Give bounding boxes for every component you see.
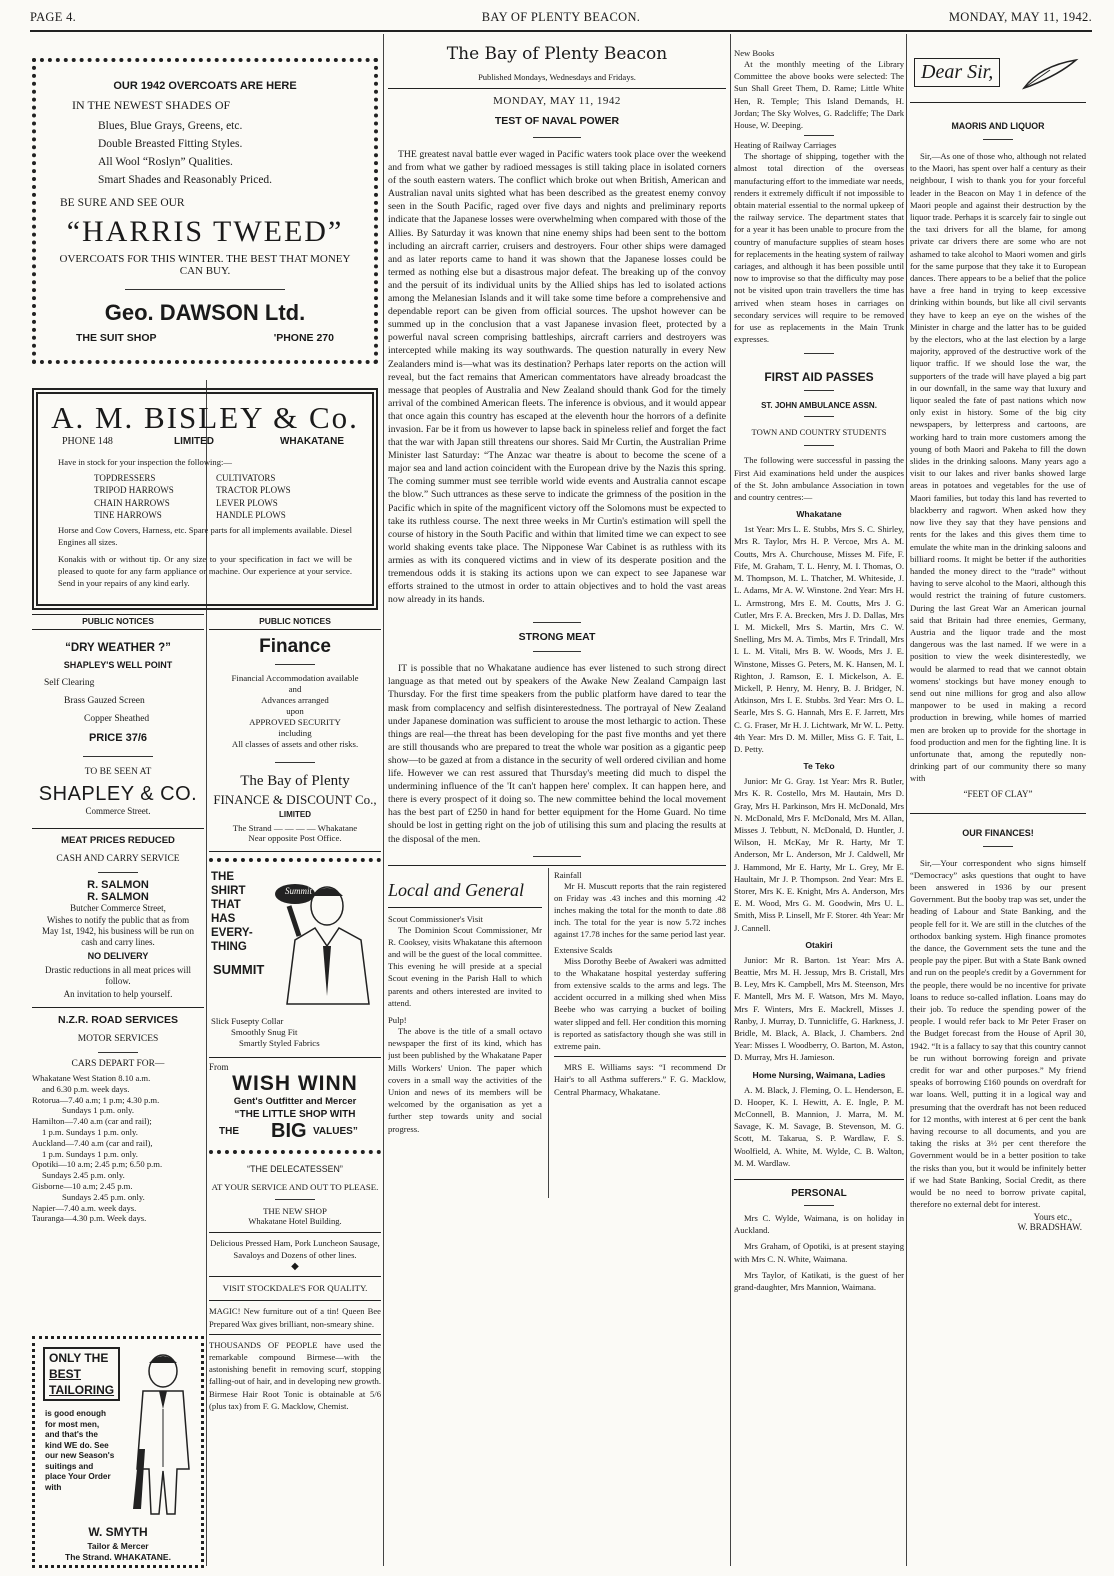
bisley-item: CHAIN HARROWS	[94, 497, 170, 508]
nzr-line: Gisborne—10 a.m; 2.45 p.m.	[32, 1180, 133, 1191]
editorial-text: THE greatest naval battle ever waged in Pacific waters took place over the weekend and from what we gather by radioed messages is still taking place in isolated corners of the south eastern waters. The conflict which broke out when British, American and Australian naval units sighted what has been described as the greatest enemy convoy seen in the South Pacific, raged over five days and nights and preliminary reports indicate that the Japanese losses were overwhelming when compared with those of the Allies. By Saturday it was known that nine enemy ships had been sent to the bottom including an aircraft carrier, cruisers and destroyers. Four other ships were damaged and as later reports came to hand it was shown that the Japanese losses could be termed as nothing else but a disastrous major defeat. The breaking up of the convoy and the persuit of its individual units by the Allied ships has led to isolated actions among the Melanesian Islands and it will take some time before a comprehensive and dependable report can be given from official sources. The upshot however can be summed up in the conclusion that a vast Japanese invasion fleet, protected by a powerful naval screen comprising battleships, aircraft carriers and destroyers was intercepted while making its way southwards. The question naturally in every New Zealanders mind is—what was its destination? Perhaps later reports on the action will reveal, but the fact remains that American commentators have already broadcast the message that peoples of Australia and New Zealand should thank God for the timely arrival of the combined American fleets. The inference is obvious, and it would appear that once again this country has escaped at the eleventh hour the horrors of a definite invasion. Far be it from us however to lapse back in spineless relief and forget the fact that the war with Japan still threatens our shores. Said Mr Curtin, the Australian Prime Minister last Saturday: “The Anzac war theatre is about to become the scene of a major sea and land action coincident with the European drive by the Nazis this spring. The coming summer must see terrible world wide events and Australia cannot escape the blow.” Such uttrances as these serve to indicate the grimness of the position in the Pacific which in spite of the magnificent victory off the Solomons must be expected to take its ruthless course. The next three weeks in Mr Curtin's estimation will spell the course of history in the South Pacific and within that limited time we can expect to see world shaking events take place. The Nipponese War Cabinet is as ruthless with its armies as with its conquered victims and in view of its desperate position and the tremendous odds it is staking its actions upon we can expect to see Japanese war efforts strained to the utmost in order to attain objectives and to hold the vast areas now already in its hands.	[388, 149, 726, 606]
summit-word: THAT	[211, 899, 241, 911]
masthead: The Bay of Plenty Beacon	[446, 44, 668, 64]
smyth-best: BEST	[49, 1367, 82, 1381]
deli-service: AT YOUR SERVICE AND OUT TO PLEASE.	[211, 1182, 379, 1192]
letter-title-2: OUR FINANCES!	[962, 827, 1034, 838]
finance-limited: LIMITED	[279, 810, 311, 819]
masthead-pub: Published Mondays, Wednesdays and Fridays.	[478, 72, 636, 82]
first-aid-intro: The following were successful in passing the First Aid examinations held under the auspices of the St. John ambulance Association in town and country centres:—	[734, 455, 904, 503]
meat-butcher: Butcher Commerce Street,	[70, 903, 166, 913]
letter-signature-2: W. BRADSHAW.	[1017, 1222, 1082, 1233]
nzr-motor: MOTOR SERVICES	[77, 1034, 159, 1044]
bisley-item: CULTIVATORS	[216, 473, 276, 484]
notice-street: Commerce Street.	[85, 806, 151, 816]
wish-values: VALUES”	[313, 1126, 358, 1137]
finance-line: APPROVED SECURITY	[249, 717, 341, 727]
editorial-title: TEST OF NAVAL POWER	[494, 115, 620, 127]
ad-overcoats: OVERCOATS FOR THIS WINTER. THE BEST THAT MONEY CAN BUY.	[59, 253, 351, 277]
local-heading: Extensive Scalds	[554, 944, 613, 955]
letter-text-2: Sir,—Your correspondent who signs himself “Democracy” asks questions that ought to have been answered in 1936 by our present Government. But the booby trap was set, under the heading of Labour and State Banking, and the people fell for it. We are still in the clutches of the orthodox banking system. High finance promotes the dance, the Government sets the tune and the people pay the piper. But with a State Bank owned and run on the people's credit by a Government for the people, there would be no incentive for private loans to reduce so-called inflation. Loans may do their job. To reduce the spending power of the people. I would refer back to Mr Peter Fraser on the Budget forecast from the House of April 30, 1942. “It is a fallacy to say that this country cannot be run without borrowing foreign and private credit for war and other purposes.” My friend speaks of borrowing £160 pounds on overdraft for war loans. Well, putting it in a logical way and presuming that the overdraft has not been reduced for 12 months, with interest at 6 per cent the bank having recourse to all documents, and you are taking the risks at 3½ per cent therefore the Government would be in a better position to take the risks than you, but it would be infinitely better if we had State Banking, Social Credit, as there would be no need to borrow private capital, therefore no external debt for interest.	[910, 857, 1086, 1210]
wish-shop: “THE LITTLE SHOP WITH	[234, 1109, 356, 1120]
nzr-line: Sundays 2.45 p.m. only.	[42, 1170, 125, 1181]
asthma-ad: MRS E. Williams says: “I recommend Dr Hair's to all Asthma sufferers.” F. G. Macklow, Central Pharmacy, Whakatane.	[554, 1062, 726, 1097]
nzr-schedule	[32, 1073, 204, 1224]
birmese-ad: THOUSANDS OF PEOPLE have used the remarkable compound Birmese—with the astonishing benefit in removing scurf, stopping falling-out of hair, and in developing new growth. Birmese Hair Root Tonic is obtainable at 5/6 (plus tax) from F. G. Macklow, Chemist.	[209, 1339, 381, 1411]
ad-shop: THE SUIT SHOP	[76, 332, 157, 344]
ad-items	[98, 117, 374, 189]
deli-hotel: Whakatane Hotel Building.	[248, 1216, 342, 1226]
smyth-ad	[32, 1336, 204, 1568]
summit-line: Smartly Styled Fabrics	[239, 1038, 320, 1048]
ad-sub: IN THE NEWEST SHADES OF	[72, 98, 231, 112]
nzr-line: Napier—7.40 a.m. week days.	[32, 1202, 137, 1213]
first-aid-title: FIRST AID PASSES	[764, 370, 874, 385]
masthead-date: MONDAY, MAY 11, 1942	[493, 95, 621, 107]
bisley-phone: PHONE 148	[62, 436, 113, 447]
summit-ad	[209, 858, 381, 1012]
bisley-list-right	[216, 472, 291, 521]
section-label: PUBLIC NOTICES	[259, 616, 331, 626]
bisley-name: A. M. BISLEY & Co.	[51, 400, 359, 435]
dear-sir-text: Dear Sir,	[914, 58, 1000, 87]
nzr-line: Whakatane West Station 8.10 a.m.	[32, 1073, 151, 1083]
finance-line: Advances arranged	[261, 695, 329, 705]
meat-drastic: Drastic reductions in all meat prices will follow.	[45, 965, 191, 986]
section-label: PUBLIC NOTICES	[82, 616, 154, 626]
meat-title: MEAT PRICES REDUCED	[61, 835, 175, 846]
local-text: Miss Dorothy Beebe of Awakeri was admitted to the Whakatane hospital yesterday suffering from extensive scalds to the arms and legs. The accident occurred in a milking shed when Miss Beebe who was carrying a bucket of boiling water slipped and fell. Her condition this morning is reported as satisfactory though she was still in extreme pain.	[554, 955, 726, 1052]
bisley-item: LEVER PLOWS	[216, 497, 278, 508]
books-text: At the monthly meeting of the Library Committee the above books were selected: The Sun Shall Greet Them, D. Rame; Little White Hen, R. Temple; This Island Demands, H. Jordan; The Sky Wolves, G. Radcliffe; The Dark House, W. Deeping.	[734, 59, 904, 131]
notice-price: PRICE 37/6	[88, 732, 148, 744]
bisley-stock: Have in stock for your inspection the following:—	[58, 457, 232, 467]
magic-ad: MAGIC! New furniture out of a tin! Queen Bee Prepared Wax gives brilliant, non-smeary shine.	[209, 1306, 381, 1329]
section-heading: New Books	[734, 48, 775, 58]
personal-item: Mrs Taylor, of Katikati, is the guest of her grand-daughter, Mrs Mannion, Waimana.	[734, 1269, 904, 1293]
nzr-line: 1 p.m. Sundays 1 p.m. only.	[42, 1126, 138, 1137]
notice-seen: TO BE SEEN AT	[84, 767, 152, 777]
ad-item: Blues, Blue Grays, Greens, etc.	[98, 120, 243, 132]
bisley-ad	[32, 388, 378, 610]
first-aid-list: 1st Year: Mrs L. E. Stubbs, Mrs S. C. Shirley, Mrs R. Taylor, Mrs H. P. Vercoe, Mrs A. M. Coutts, Mrs A. Churchouse, Misses M. Fife, F. Fife, M. Graham, T. L. Henry, M. I. Thomas, O. M. Thompson, M. L. Thatcher, M. Whiteside, J. L. Adams, Mr A. W. Winstone. 2nd Year: Mrs H. L. Armstrong, Mrs E. M. Coutts, Mrs J. G. Cutler, Mrs F. A. Brecken, Mrs J. D. Dallas, Mrs I. M. Mickell, Mrs S. Martin, Mrs C. W. Snelling, Mrs M. A. Timbs, Mrs F. Trindall, Mrs I. L. M. Vitali, Mrs B. W. Woods, Mrs J. E. Winstone, Misses G. Peters, M. K. Hansen, M. I. Righton, J. Ramson, E. I. Mickelson, A. E. Mickell, P. Henry, M. Henry, B. J. Bridger, N. Atkinson, Mrs I. E. Stubbs. 3rd Year: Mrs O. L. Searle, Mrs S. G. Hannah, Mrs E. F. Jarrett, Mrs C. G. Fraser, Mr H. J. Lichtwark, Mr W. L. Petty. 4th Year: Mrs D. M. Miller, Miss G. F. Tait, L. D. Petty.	[734, 524, 904, 754]
notice-line: Self Clearing	[44, 678, 95, 688]
finance-line: including	[278, 728, 312, 738]
notice-sub: SHAPLEY'S WELL POINT	[63, 660, 173, 670]
dear-sir-banner	[910, 48, 1086, 98]
bisley-item: TRACTOR PLOWS	[216, 485, 291, 496]
finance-firm2: FINANCE & DISCOUNT Co.,	[213, 792, 377, 807]
local-text: The Dominion Scout Commissioner, Mr R. Cooksey, visits Whakatane this afternoon and will be the guest of the local committee. This evening he will preside at a special Scout evening in the Parish Hall to which parents and others interested are invited to attend.	[388, 924, 542, 1008]
summit-word: THING	[211, 941, 247, 953]
nzr-line: Tauranga—4.30 p.m. Week days.	[32, 1213, 147, 1224]
wish-the: THE	[219, 1126, 239, 1137]
page-date: MONDAY, MAY 11, 1942.	[948, 10, 1092, 24]
page-number: PAGE 4.	[30, 10, 77, 24]
summit-word: EVERY-	[211, 927, 253, 939]
first-aid-list: A. M. Black, J. Fleming, O. L. Henderson, E. D. Hooper, K. I. Hewitt, A. E. Ingle, P. M. McConnell, B. Mannion, J. Marra, M. M. Savage, K. M. Savage, B. Stevenson, M. G. Scott, M. Takarua, S. P. Wardlaw, F. S. Woolfield, A. White, M. Wylde, C. B. Walton, M. M. Wardlaw.	[734, 1084, 904, 1168]
wish-name: WISH WINN	[232, 1072, 358, 1095]
ad-phone: 'PHONE 270	[273, 332, 334, 344]
letter-title: MAORIS AND LIQUOR	[951, 121, 1045, 131]
summit-word: HAS	[211, 913, 236, 925]
letter-text: Sir,—As one of those who, although not related to the Maori, has spent over half a century as their neighbour, I wish to thank you for your forceful leader in the Beacon on May 1 in defence of the Maori people and against their destruction by the liquor trade. Perhaps it is scarcely fair to single out the taxi drivers for all the blame, for among private car drivers there are some who are not ashamed to take alcohol to Maori women and girls for the same purpose that they take it to European dances. There appears to be a belief that the police have a free hand in trying to keep excessive drinking within bounds, but like all civil servants they have to keep an eye on the wishes of the Minister in charge and the latter has to be guided by the electors, who at the last election by a large majority, approved of the destructive work of the liquor traffic. If we should lose the war, the supporters of the trade will have played a big part in our downfall, in the same way that luxury and liquor sealed the fate of past nations which now only exist in history. Some of the big city newspapers, by letterpress and cartoons, are working hard to train more customers among the young of both Maori and Pakeha to fill the down slides in the drinking saloons. Many years ago a visit to our lakes and river banks showed large areas in potatoes and vegetables for the use of Maori families, but today this land has reverted to blackberry and ragwort. When asked how they now live they say that they have pensions and rents for the lakes and this gives them time to emulate the white man in the drinking saloons and billiard rooms. It might be better if the authorities handed the money direct to the “trade” without having to serve alcohol to the Maori, although this would restrict the training of future customers. During the last Great War an American journal said that Britain had three enemies, Germany, Austria and the liquor trade and the most dangerous was the last named. If we were in a position to view the week disinterestedly, we would be alarmed to read that we cannot obtain womens' stockings but have money enough to send out nine millions for grog and also allow manpower to be used in making a record production in brewing, while homes of married men are broken up to provide for the shortage in food production and men for the fighting line. It is unfortunate that, among the reputedly non-drinking part of our community there so many with	[910, 151, 1086, 784]
first-aid-centre: Otakiri	[805, 939, 833, 950]
dawson-ad	[32, 58, 378, 364]
bisley-item: HANDLE PLOWS	[216, 509, 286, 520]
column-divider	[383, 34, 384, 1566]
notice-title: “DRY WEATHER ?”	[65, 642, 171, 654]
bisley-item: TRIPOD HARROWS	[94, 485, 174, 496]
local-heading: Pulp!	[388, 1015, 407, 1026]
finance-line: Financial Accommodation available	[231, 673, 359, 683]
ad-see: BE SURE AND SEE OUR	[60, 197, 185, 209]
heating-text: The shortage of shipping, together with the almost total direction of the overseas manufacturing effort to the immediate war needs, renders it extremely difficult if not impossible to obtain material essential to the normal upkeep of the railway service. The department states that for a year it has been unable to procure from the country of manufacture supplies of steam hoses for replacements in the heating system of railway cariages, and although it has been possible until now to improvise so that the difficulty may pose not be visited upon train travellers the time has arrived when steam hoses in carriages on secondary services will require to be removed for use as replacements in the Main Trunk expresses.	[734, 151, 904, 345]
meat-name: R. SALMON	[87, 891, 149, 903]
bisley-limited: LIMITED	[174, 436, 214, 447]
header-rule	[30, 30, 1092, 32]
ad-tweed: “HARRIS TWEED”	[66, 215, 344, 248]
meat-text: Wishes to notify the public that as from May 1st, 1942, his business will be run on cash and carry lines.	[42, 915, 194, 947]
first-aid-town: TOWN AND COUNTRY STUDENTS	[751, 427, 887, 438]
local-heading: Scout Commissioner's Visit	[388, 913, 483, 924]
column-divider	[730, 34, 731, 1566]
wish-sub: Gent's Outfitter and Mercer	[233, 1096, 357, 1107]
first-aid-list: Junior: Mr G. Gray. 1st Year: Mrs R. Butler, Mrs K. R. Costello, Mrs M. Hautain, Mrs D. Gray, Mrs H. Parkinson, Mrs H. McDonald, Mrs N. McDonald, Mrs F. McDonald, Mrs M. Allan, Misses J. Tebbutt, N. McDonald, D. Huntler, J. Wilson, H. McKay, Mr R. Harty, Mr T. Anderson, Mr L. Anderson, Mr J. Caldwell, Mr J. Hammond, Mr E. Harty, Mr L. Grey, Mr E. Haultain, Mr J. P. Thompson. 2nd Year: Mrs E. Storer, Mrs K. E. Knight, Mrs A. Anderson, Mrs E. M. Wood, Mrs G. M. Goodwin, Mrs U. L. Smith, Miss P. Linsell, Mr F. Storer. 4th Year: Mr J. Cannell.	[734, 776, 904, 933]
summit-word: SHIRT	[211, 885, 246, 897]
meat-cash: CASH AND CARRY SERVICE	[56, 854, 180, 864]
smyth-address: The Strand. WHAKATANE.	[65, 1552, 171, 1562]
finance-line: upon	[286, 706, 304, 716]
letter-signature: “FEET OF CLAY”	[963, 788, 1033, 799]
nzr-line: Opotiki—10 a.m; 2.45 p.m; 6.50 p.m.	[32, 1159, 163, 1170]
bisley-item: TINE HARROWS	[94, 509, 162, 520]
bisley-town: WHAKATANE	[279, 436, 344, 447]
ad-title: OUR 1942 OVERCOATS ARE HERE	[113, 80, 297, 92]
column-divider	[906, 34, 907, 1566]
column-5-letters	[910, 48, 1086, 1568]
personal-title: PERSONAL	[791, 1188, 847, 1200]
ad-firm-name: Geo. DAWSON Ltd.	[104, 300, 306, 325]
nzr-line: Sundays 1 p.m. only.	[62, 1105, 135, 1116]
summit-brand: SUMMIT	[213, 962, 265, 977]
summit-line: Slick Fusepty Collar	[211, 1016, 284, 1026]
nzr-line: 1 p.m. Sundays 1 p.m. only.	[42, 1148, 138, 1159]
first-aid-centre: Home Nursing, Waimana, Ladies	[752, 1069, 886, 1080]
local-text: The above is the title of a small octavo newspaper the first of its kind, which has just been published by the Whakatane Paper Mills Workers' Union. The paper which covers in a small way the activities of the Union and news of its members will be welcomed by the organisation as yet a further step towards unity and social progress.	[388, 1026, 542, 1134]
wish-big: BIG	[271, 1120, 307, 1142]
ad-item: All Wool “Roslyn” Qualities.	[98, 156, 233, 168]
first-aid-centre: Whakatane	[796, 509, 842, 520]
meat-invitation: An invitation to help yourself.	[63, 989, 173, 999]
letter-closing: Yours etc.,	[1033, 1212, 1072, 1223]
deli-title: “THE DELECATESSEN”	[247, 1164, 343, 1174]
first-aid-centre: Te Teko	[803, 761, 835, 772]
summit-logo: Summit	[285, 886, 312, 896]
deli-text: Delicious Pressed Ham, Pork Luncheon Sausage, Savaloys and Dozens of other lines.	[210, 1238, 380, 1261]
page-header	[30, 10, 1092, 28]
editorial-column	[388, 44, 726, 1569]
notice-line: Brass Gauzed Screen	[64, 696, 145, 706]
paper-name: BAY OF PLENTY BEACON.	[481, 10, 641, 24]
deli-new: THE NEW SHOP	[263, 1206, 327, 1216]
ad-item: Smart Shades and Reasonably Priced.	[98, 174, 273, 186]
local-text: Mr H. Muscutt reports that the rain registered on Friday was .43 inches and this morning .42 inches making the total for the month to date .88 inch. The total for the year is now 5.72 inches against 17.78 inches for the same period last year.	[554, 880, 726, 940]
first-aid-assn: ST. JOHN AMBULANCE ASSN.	[761, 401, 877, 411]
smyth-name: W. SMYTH	[88, 1525, 148, 1539]
bisley-text: Konakis with or without tip. Or any size to your specification in fact we will be pleased to quote for any farm appliance or machine. Our experience at your service. Send in your repairs of any kind early.	[58, 553, 352, 589]
notice-firm: SHAPLEY & CO.	[38, 783, 198, 805]
editorial-text-2: IT is possible that no Whakatane audience has ever listened to such strong direct language as that meted out by speakers of the Awake New Zealand Campaign last Thursday. For the first time speakers from the public platform have dared to tear the mask from complacency and selfish disinterestedness. The portrayal of New Zealand under Japanese domination was sufficient to arouse the most lethargic to action. These things are real—the threat has been developing for the past five months and yet there are still thousands who are prepared to treat the whole war position as a gigantic peep show—to be gazed at from a distance in the security of well ordered civilian and home life. However we can rest assured that Thursday's meeting did much to dispel the undermining influence of the 'It can't happen here' complex. It can happen here, and there is every prospect of it doing so. The new committee behind the local movement has the best part of £250 in hand for better equipment for the Home Guard. No time should be lost in getting right on the job of utilising this sum and placing the results at the disposal of the men.	[388, 663, 726, 845]
smyth-trade: Tailor & Mercer	[87, 1541, 149, 1551]
nzr-title: N.Z.R. ROAD SERVICES	[58, 1014, 178, 1026]
finance-line: All classes of assets and other risks.	[231, 739, 359, 749]
bisley-item: TOPDRESSERS	[94, 473, 156, 484]
personal-item: Mrs C. Wylde, Waimana, is on holiday in Auckland.	[734, 1213, 904, 1236]
deli-visit: VISIT STOCKDALE'S FOR QUALITY.	[222, 1283, 368, 1294]
local-general-title: Local and General	[388, 879, 524, 900]
nzr-line: Sundays 2.45 p.m. only.	[62, 1191, 145, 1202]
column-4	[734, 48, 904, 1568]
personal-item: Mrs Graham, of Opotiki, is at present staying with Mrs C. N. White, Waimana.	[734, 1241, 904, 1264]
finance-line: and	[288, 684, 302, 694]
meat-name: R. SALMON	[87, 879, 149, 891]
first-aid-list: Junior: Mr R. Barton. 1st Year: Mrs A. Beattie, Mrs M. H. Jessup, Mrs B. Cristall, Mrs B. Ley, Mrs K. Campbell, Mrs M. Steenson, Mrs F. Mantell, Mrs M. F. Watson, Mrs M. Mayo, Mrs F. Winters, Mrs E. Mackrell, Misses J. Ranby, J. Murray, D. Tunnicliffe, G. Harkness, J. Bridle, M. Black, A. Black, J. Chambers. 2nd Year: Misses I. Woodberry, O. Barton, M. Aston, D. Murray, Mrs H. Jamieson.	[734, 954, 904, 1063]
smyth-text: is good enough for most men, and that's the kind WE do. See our new Season's suitings and place Your Order with	[45, 1409, 115, 1492]
notice-line: Copper Sheathed	[84, 714, 150, 724]
summit-line: Smoothly Snug Fit	[231, 1027, 298, 1037]
smyth-tailoring: TAILORING	[49, 1383, 115, 1397]
nzr-line: Rotorua—7.40 a.m; 1 p.m; 4.30 p.m.	[32, 1094, 160, 1105]
finance-address: The Strand — — — — Whakatane	[232, 823, 358, 833]
bisley-text: Horse and Cow Covers, Harness, etc. Spare parts for all implements available. Diesel Engines all sizes.	[58, 525, 352, 548]
nzr-line: and 6.30 p.m. week days.	[42, 1083, 130, 1094]
nzr-cars: CARS DEPART FOR—	[71, 1059, 165, 1069]
finance-title: Finance	[259, 636, 331, 657]
smyth-only: ONLY THE	[49, 1351, 109, 1365]
finance-near: Near opposite Post Office.	[248, 833, 342, 843]
quill-pen-icon	[1020, 56, 1080, 92]
gentleman-illustration	[119, 1349, 199, 1519]
nzr-line: Hamilton—7.40 a.m (car and rail);	[32, 1116, 152, 1127]
finance-firm: The Bay of Plenty	[240, 773, 350, 789]
bisley-list-left	[94, 472, 174, 521]
ad-item: Double Breasted Fitting Styles.	[98, 138, 243, 150]
section-heading: Heating of Railway Carriages	[734, 140, 837, 151]
nzr-line: Auckland—7.40 a.m (car and rail),	[32, 1137, 153, 1148]
meat-nodelivery: NO DELIVERY	[87, 951, 149, 961]
wish-from: From	[209, 1062, 229, 1072]
local-heading: Rainfall	[554, 869, 582, 880]
summit-word: THE	[211, 871, 234, 883]
column-2-ads: PUBLIC NOTICES Finance Financial Accommodation available and Advances arranged upon APPROVED SECURITY including All classes of assets and other risks. The Bay of Plenty FINANCE & DISCOUNT Co., LIMITED The Strand — — — — Whakatane Near opposite Post Office. THE SHIRT THAT HAS EVERY- THING SUMMIT Summit Slick Fusepty Collar Smoothly Snug Fit Smartly Styled Fabrics From WISH WINN Gent's Outfitter and Mercer “THE LITTLE SHOP WITH THE BIG VALUES” “THE DELECATESSEN” AT YOUR SERVICE AND OUT TO PLEASE. THE NEW SHOP Whakatane Hotel Building. Delicious Pressed Ham, Pork Luncheon Sausage, Savaloys and Dozens of other lines. ◆ VISIT STOCKDALE'S FOR QUALITY. MAGIC! New furniture out of a tin! Queen Bee Prepared Wax gives brilliant, non-smeary shine. THOUSANDS OF PEOPLE have used the remarkable compound Birmese—with the astonishing benefit in removing scurf, stopping falling-out of hair, and in developing new growth. Birmese Hair Root Tonic is obtainable at 5/6 (plus tax) from F. G. Macklow, Chemist.	[209, 616, 381, 1411]
editorial-title-2: STRONG MEAT	[518, 631, 596, 644]
